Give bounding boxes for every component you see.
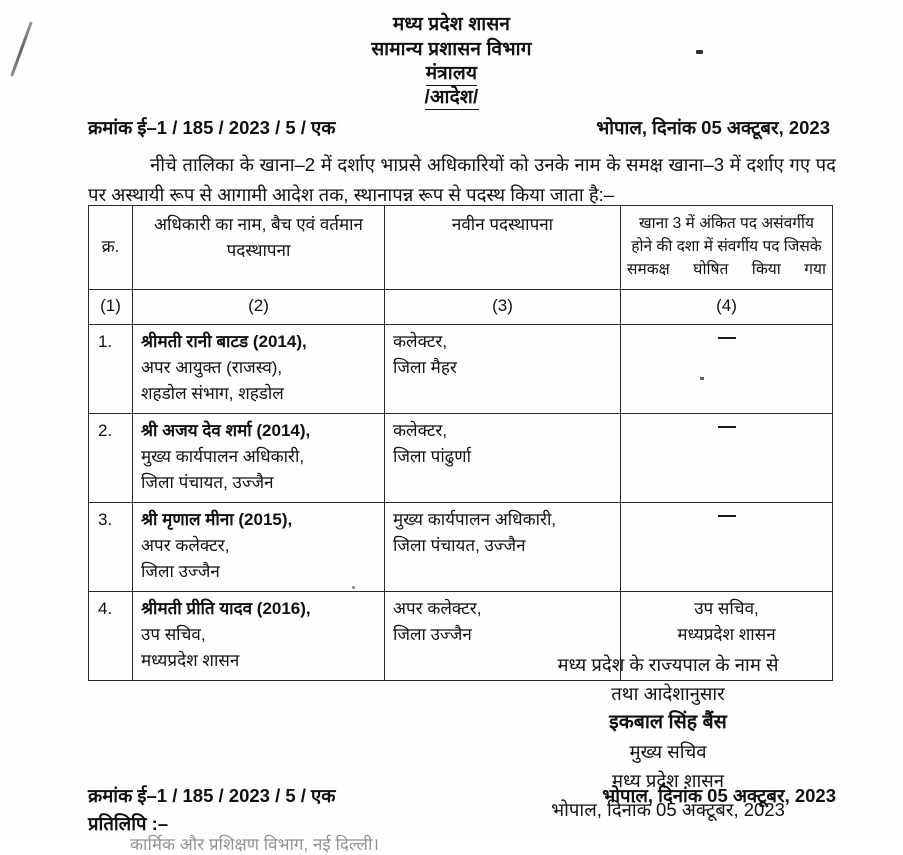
row-officer-cell [133,325,385,414]
table-column-number-row [89,290,833,325]
header-new-posting: नवीन पदस्थापना [385,206,621,290]
officer-location: मध्यप्रदेश शासन [141,651,240,670]
by-order-line-2: तथा आदेशानुसार [611,683,725,704]
row-officer-cell [133,414,385,503]
table-header-row [89,206,833,290]
new-posting-location: जिला मैहर [393,358,457,377]
row-serial: 1. [89,325,133,414]
officer-designation: मुख्य कार्यपालन अधिकारी, [141,447,305,466]
row-serial: 3. [89,503,133,592]
footer-reference-number: क्रमांक ई–1 / 185 / 2023 / 5 / एक [88,785,336,806]
footer-reference-row [88,783,836,808]
officer-name: श्रीमती प्रीति यादव (2016), [141,599,311,618]
posting-order-table [88,205,833,681]
document-header [0,12,903,110]
cadre-line-1 [629,418,824,444]
officer-designation: अपर कलेक्टर, [141,536,230,555]
new-posting-location: जिला पांढुर्णा [393,447,471,466]
row-officer-cell [133,503,385,592]
new-posting-designation: कलेक्टर, [393,421,448,440]
officer-location: जिला उज्जैन [141,562,220,581]
officer-designation: उप सचिव, [141,625,206,644]
table-body [89,325,833,681]
row-serial: 2. [89,414,133,503]
header-sr: क्र. [89,206,133,290]
new-posting-location: जिला उज्जैन [393,625,472,644]
table-row [89,414,833,503]
officer-designation: अपर आयुक्त (राजस्व), [141,358,283,377]
table-row [89,503,833,592]
new-posting-designation: मुख्य कार्यपालन अधिकारी, [393,510,557,529]
by-order-line-1: मध्य प्रदेश के राज्यपाल के नाम से [557,654,779,675]
row-serial: 4. [89,592,133,681]
header-department: सामान्य प्रशासन विभाग [371,39,532,60]
new-posting-designation: कलेक्टर, [393,332,448,351]
header-government: मध्य प्रदेश शासन [392,14,511,35]
header-mantralaya: मंत्रालय [425,63,478,84]
header-order-label: /आदेश/ [424,87,479,108]
body-paragraph: नीचे तालिका के खाना–2 में दर्शाए भाप्रसे अधिकारियों को उनके नाम के समक्ष खाना–3 में दर्शाए गए पद पर अस्थायी रूप से आगामी आदेश तक, स्थानापन्न रूप से पदस्थ किया जाता है:– [88,154,836,205]
column-number-3: (3) [385,290,621,325]
reference-number: क्रमांक ई–1 / 185 / 2023 / 5 / एक [88,117,336,138]
header-cadre-note: खाना 3 में अंकित पद असंवर्गीय होने की दशा में संवर्गीय पद जिसके समकक्ष घोषित किया गया [621,206,833,290]
cadre-line-2: मध्यप्रदेश शासन [677,625,776,644]
row-new-posting-cell [385,325,621,414]
column-number-2: (2) [133,290,385,325]
signatory-government: मध्य प्रदेश शासन [611,770,725,791]
officer-name: श्री अजय देव शर्मा (2014), [141,421,311,440]
cadre-line-1 [629,507,824,533]
table-row [89,325,833,414]
footer-place-date: भोपाल, दिनांक 05 अक्टूबर, 2023 [602,785,836,806]
footer-copy-label: प्रतिलिपि :– [88,813,169,834]
signatory-name: इकबाल सिंह बैंस [609,711,727,733]
row-officer-cell [133,592,385,681]
officer-name: श्री मृणाल मीना (2015), [141,510,293,529]
row-cadre-cell [621,414,833,503]
officer-location: शहडोल संभाग, शहडोल [141,384,284,403]
row-cadre-cell [621,325,833,414]
new-posting-designation: अपर कलेक्टर, [393,599,482,618]
officer-location: जिला पंचायत, उज्जैन [141,473,274,492]
cadre-line-1: उप सचिव, [694,599,759,618]
footer-cut-off-line: कार्मिक और प्रशिक्षण विभाग, नई दिल्ली। [130,835,379,854]
row-new-posting-cell [385,503,621,592]
signature-place-date: भोपाल, दिनांक 05 अक्टूबर, 2023 [551,799,785,820]
header-officer: अधिकारी का नाम, बैच एवं वर्तमान पदस्थापना [133,206,385,290]
row-cadre-cell [621,503,833,592]
cadre-line-1 [629,329,824,355]
new-posting-location: जिला पंचायत, उज्जैन [393,536,526,555]
row-new-posting-cell [385,414,621,503]
column-number-4: (4) [621,290,833,325]
officer-name: श्रीमती रानी बाटड (2014), [141,332,307,351]
column-number-1: (1) [89,290,133,325]
reference-place-date: भोपाल, दिनांक 05 अक्टूबर, 2023 [596,117,830,138]
reference-row [88,115,830,140]
signatory-designation: मुख्य सचिव [629,741,707,762]
